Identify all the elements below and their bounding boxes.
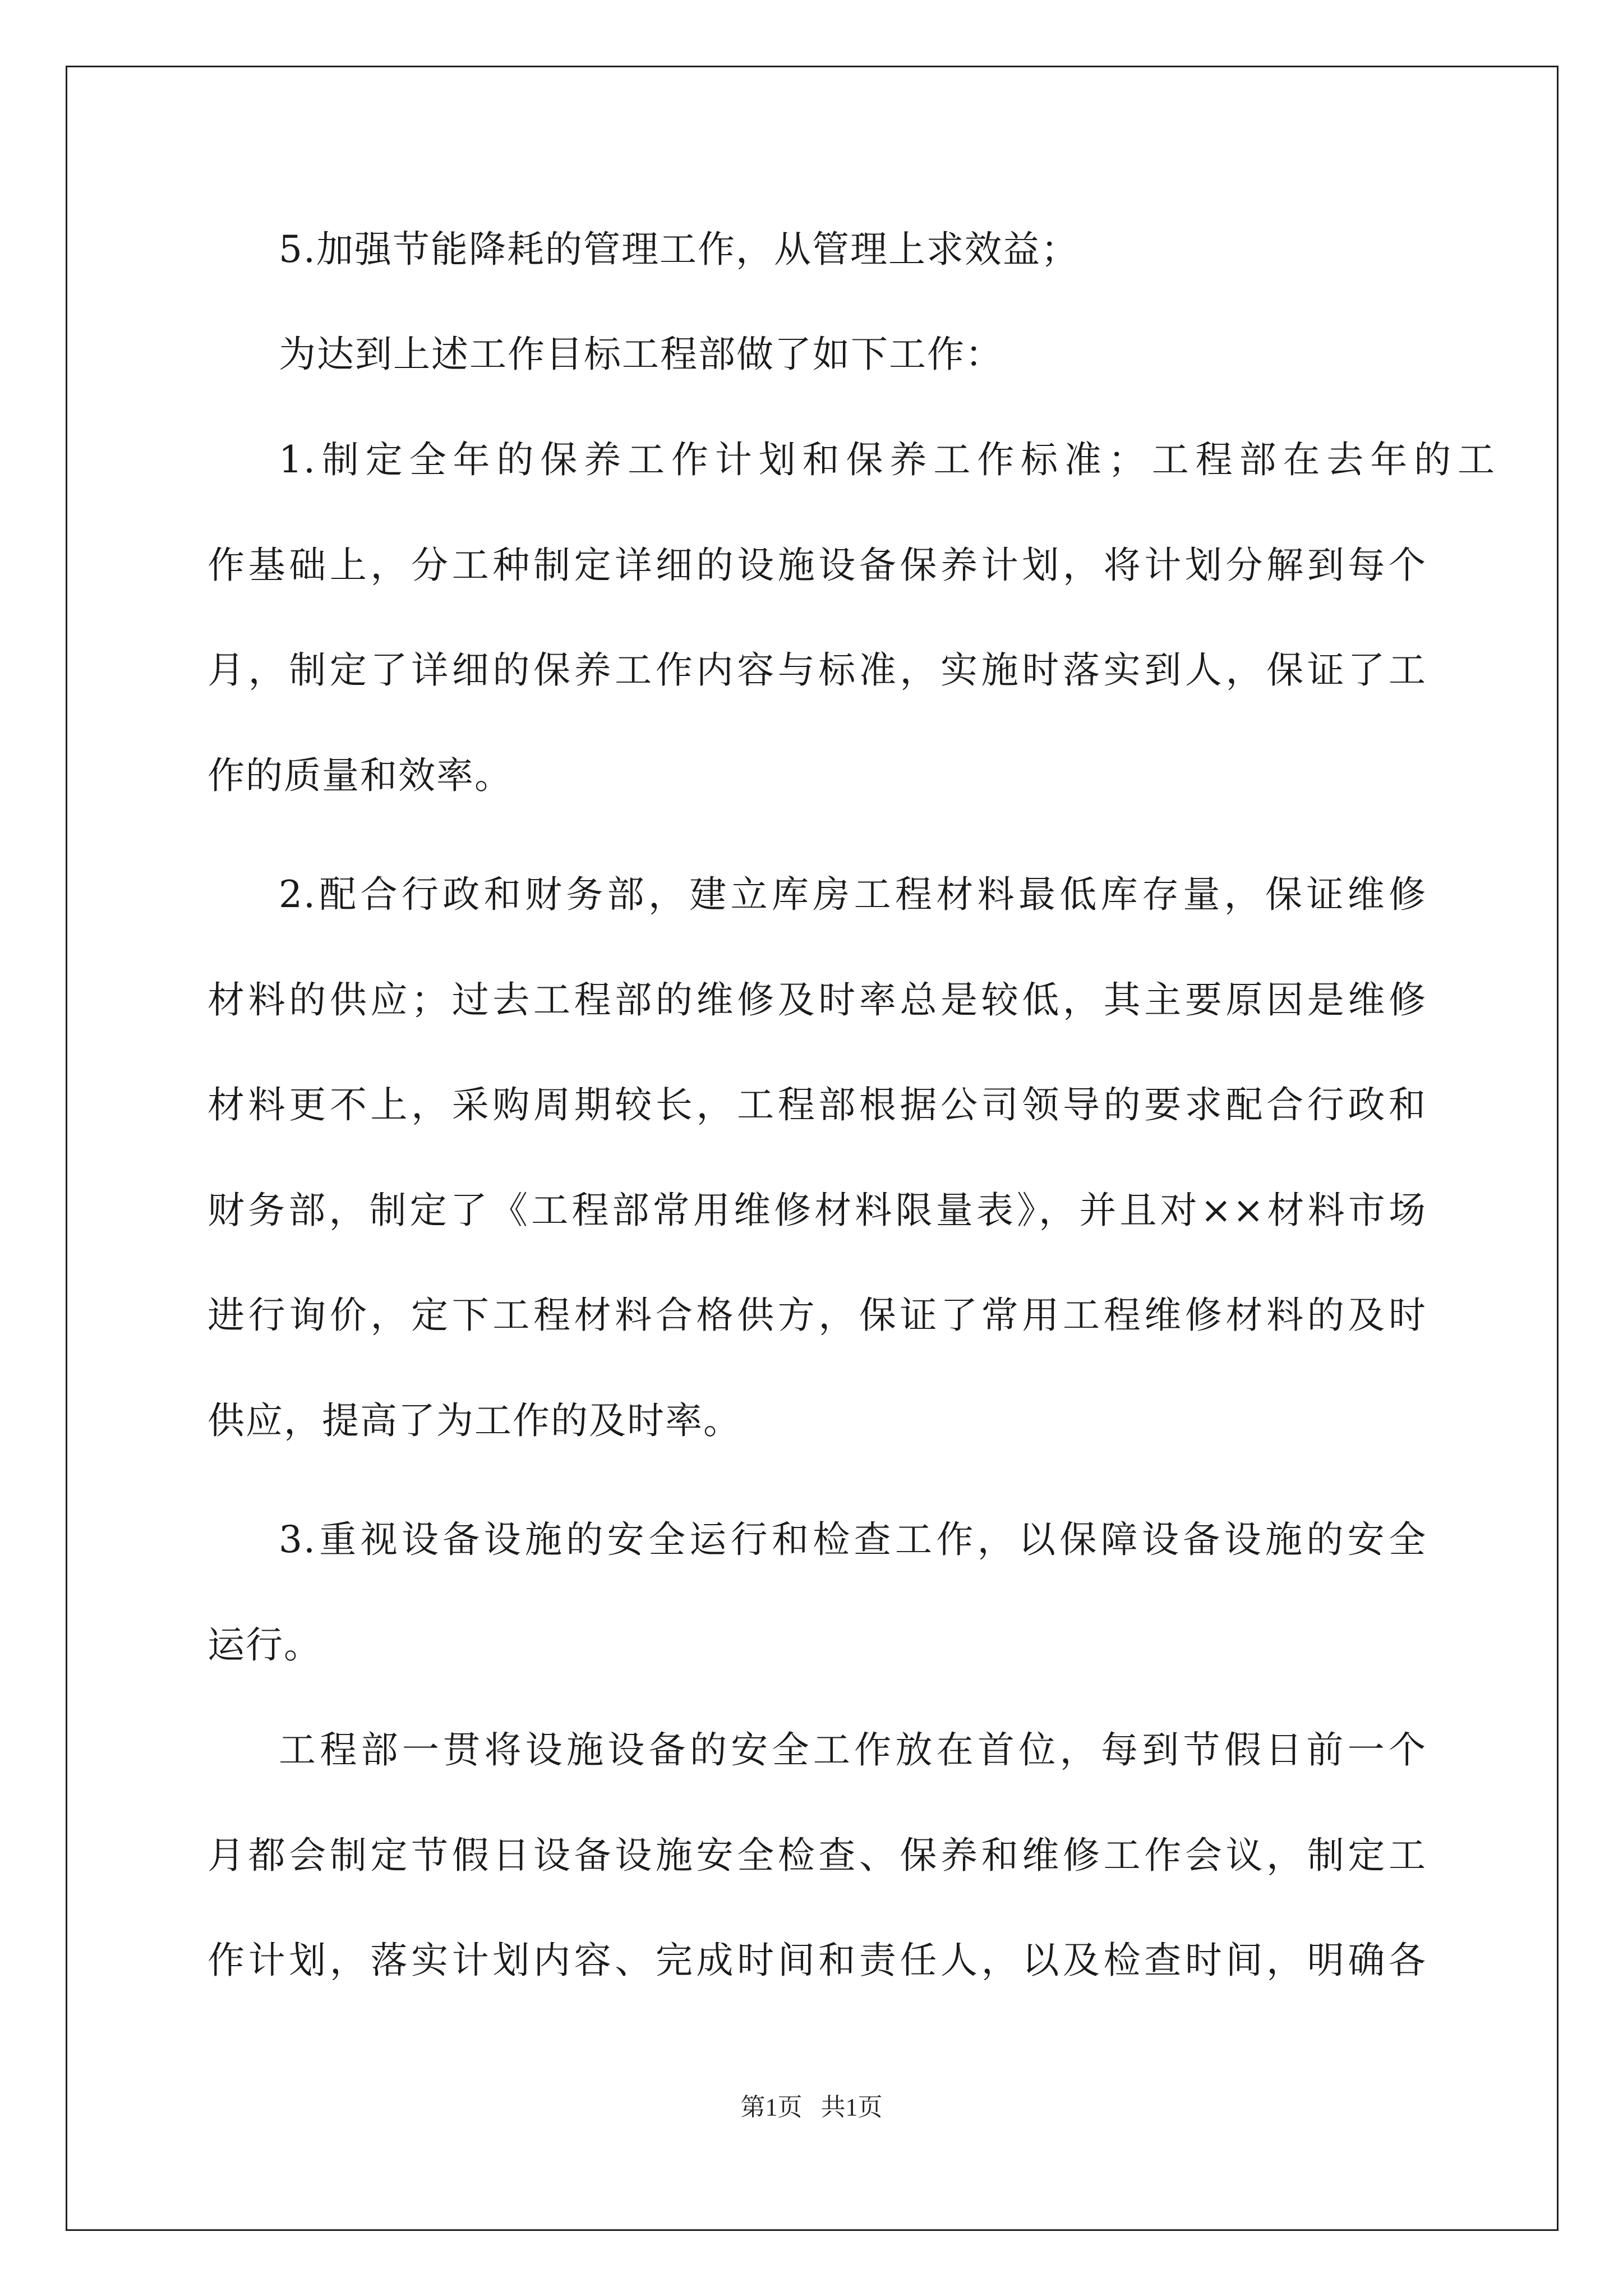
text-line: 月，制定了详细的保养工作内容与标准，实施时落实到人，保证了工 — [208, 648, 1427, 692]
text-line: 供应，提高了为工作的及时率。 — [208, 1399, 741, 1442]
page-border — [66, 66, 1559, 2231]
page-number-footer: 第1页 共1页 — [740, 2093, 883, 2121]
text-line: 财务部，制定了《工程部常用维修材料限量表》，并且对××材料市场 — [208, 1189, 1427, 1232]
text-line: 3.重视设备设施的安全运行和检查工作，以保障设备设施的安全 — [279, 1518, 1427, 1561]
text-line: 作计划，落实计划内容、完成时间和责任人，以及检查时间，明确各 — [208, 1939, 1427, 1982]
text-line: 材料更不上，采购周期较长，工程部根据公司领导的要求配合行政和 — [208, 1083, 1427, 1126]
text-line: 5.加强节能降耗的管理工作，从管理上求效益； — [279, 228, 1079, 271]
text-line: 运行。 — [208, 1623, 322, 1667]
text-line: 为达到上述工作目标工程部做了如下工作： — [279, 333, 1003, 376]
text-line: 进行询价，定下工程材料合格供方，保证了常用工程维修材料的及时 — [208, 1294, 1427, 1337]
text-line: 工程部一贯将设施设备的安全工作放在首位，每到节假日前一个 — [279, 1728, 1427, 1772]
text-line: 月都会制定节假日设备设施安全检查、保养和维修工作会议，制定工 — [208, 1834, 1427, 1877]
text-line: 2.配合行政和财务部，建立库房工程材料最低库存量，保证维修 — [279, 873, 1427, 916]
text-line: 作基础上，分工种制定详细的设施设备保养计划，将计划分解到每个 — [208, 544, 1427, 587]
text-line: 材料的供应；过去工程部的维修及时率总是较低，其主要原因是维修 — [208, 978, 1427, 1022]
text-line: 1.制定全年的保养工作计划和保养工作标准；工程部在去年的工 — [279, 438, 1496, 481]
text-line: 作的质量和效率。 — [208, 754, 513, 797]
